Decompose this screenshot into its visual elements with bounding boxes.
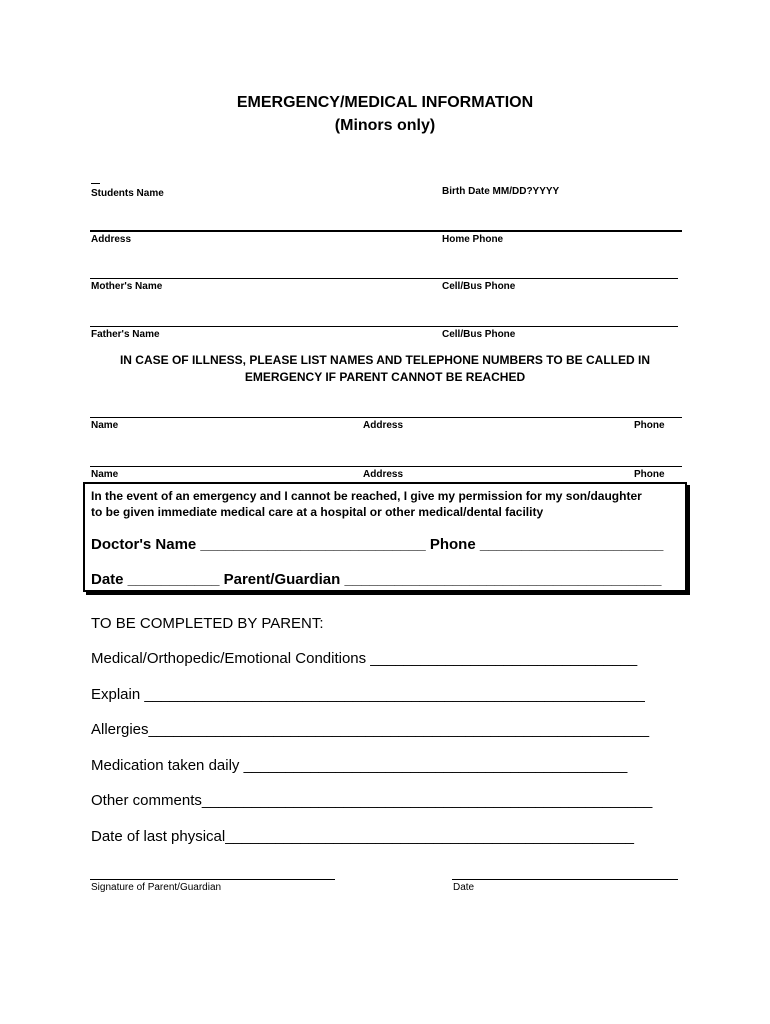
signature-label: Signature of Parent/Guardian [91, 882, 222, 893]
conditions-field[interactable]: Medical/Orthopedic/Emotional Conditions ________________________________ [91, 650, 638, 667]
fathers-name-label: Father's Name [91, 329, 160, 340]
explain-field[interactable]: Explain ____________________________________________________________ [91, 686, 645, 703]
birth-date-label: Birth Date MM/DD?YYYY [442, 186, 560, 197]
consent-text-line2: to be given immediate medical care at a hospital or other medical/dental facility [91, 505, 544, 519]
father-phone-label: Cell/Bus Phone [442, 329, 516, 340]
contact2-name-label: Name [91, 469, 119, 480]
address-label: Address [91, 234, 132, 245]
students-name-label: Students Name [91, 188, 164, 199]
date-guardian-field[interactable]: Date ___________ Parent/Guardian ______________________________________ [91, 571, 662, 588]
date-label: Date [453, 882, 475, 893]
signature-line[interactable] [90, 879, 335, 880]
home-phone-label: Home Phone [442, 234, 504, 245]
contact2-address-label: Address [363, 469, 404, 480]
contact2-line[interactable] [90, 466, 682, 467]
allergies-field[interactable]: Allergies____________________________________________________________ [91, 721, 650, 738]
consent-text-line1: In the event of an emergency and I cannot be reached, I give my permission for my son/daughter [91, 489, 642, 503]
doctor-name-field[interactable]: Doctor's Name ___________________________ Phone ______________________ [91, 536, 664, 553]
contact1-phone-label: Phone [634, 420, 665, 431]
last-physical-field[interactable]: Date of last physical_________________________________________________ [91, 828, 635, 845]
contact1-line[interactable] [90, 417, 682, 418]
emergency-notice-line1: IN CASE OF ILLNESS, PLEASE LIST NAMES AND TELEPHONE NUMBERS TO BE CALLED IN [119, 353, 651, 367]
mothers-name-label: Mother's Name [91, 281, 163, 292]
other-comments-field[interactable]: Other comments______________________________________________________ [91, 792, 653, 809]
name-tick [91, 183, 100, 184]
form-subtitle: (Minors only) [334, 117, 436, 134]
form-title: EMERGENCY/MEDICAL INFORMATION [236, 94, 534, 111]
emergency-notice-line2: EMERGENCY IF PARENT CANNOT BE REACHED [244, 370, 526, 384]
mother-phone-label: Cell/Bus Phone [442, 281, 516, 292]
medication-field[interactable]: Medication taken daily ______________________________________________ [91, 757, 628, 774]
contact1-address-label: Address [363, 420, 404, 431]
parent-section-heading: TO BE COMPLETED BY PARENT: [91, 615, 324, 632]
address-line[interactable] [90, 230, 682, 232]
contact1-name-label: Name [91, 420, 119, 431]
father-line[interactable] [90, 326, 678, 327]
mother-line[interactable] [90, 278, 678, 279]
date-line[interactable] [452, 879, 678, 880]
contact2-phone-label: Phone [634, 469, 665, 480]
